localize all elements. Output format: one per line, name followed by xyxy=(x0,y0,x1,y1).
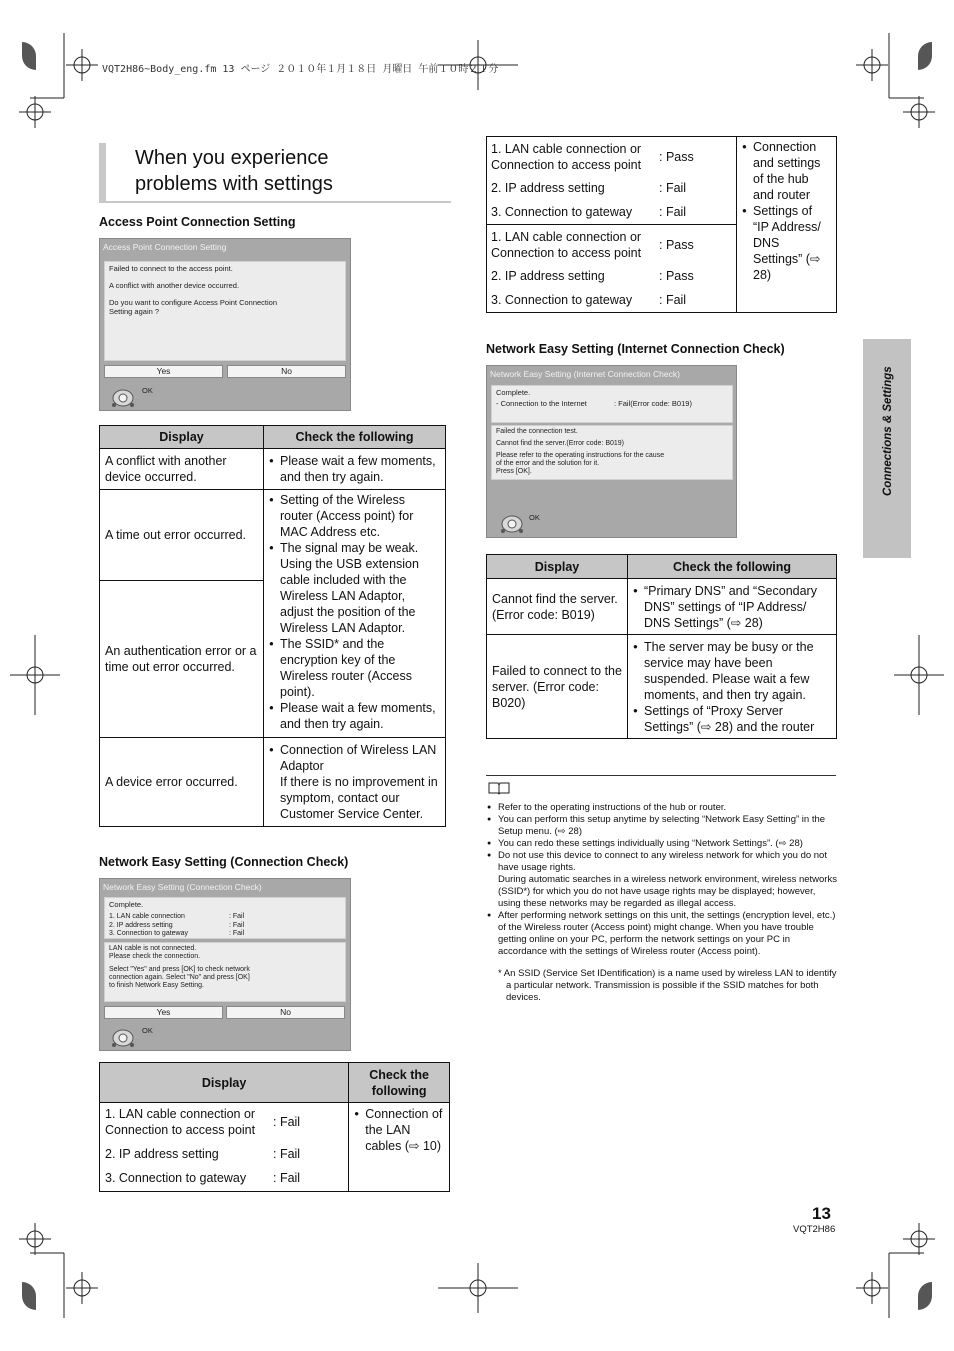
status-label: 2. IP address setting xyxy=(491,181,605,195)
notes-divider xyxy=(486,775,836,776)
status-value: : Pass xyxy=(659,237,694,252)
connection-check-screen xyxy=(99,878,351,1051)
status-value: : Pass xyxy=(659,149,694,164)
screen-message: Please check the connection. xyxy=(109,953,201,960)
result-value: : Fail xyxy=(229,921,245,929)
status-group-1 xyxy=(487,137,737,225)
result-value: : Fail(Error code: B019) xyxy=(614,399,692,408)
file-header-line: VQT2H86~Body_eng.fm 13 ページ ２０１０年１月１８日 月曜日 午前１０時２１分 xyxy=(102,64,499,75)
result-item xyxy=(496,399,728,408)
note-text: During automatic searches in a wireless network environment, wireless networks (SSID*) for which you do not have usage rights may be displayed; however, using these networks may be regarded as illegal access. xyxy=(498,874,837,909)
check-cell xyxy=(737,137,837,313)
screen-message: Setting again ? xyxy=(109,307,160,316)
result-label: - Connection to the Internet xyxy=(496,399,587,408)
remote-ok-icon xyxy=(500,514,524,534)
status-item xyxy=(105,1146,343,1162)
section-heading-access-point: Access Point Connection Setting xyxy=(99,215,296,229)
screen-title: Network Easy Setting (Internet Connection Check) xyxy=(490,369,680,379)
status-item xyxy=(491,268,732,284)
ok-label: OK xyxy=(142,1026,153,1035)
column-header-display: Display xyxy=(100,1063,349,1103)
screen-message: connection again. Select "No" and press [OK] xyxy=(109,974,250,981)
display-cell: Failed to connect to the server. (Error code: B020) xyxy=(487,635,628,739)
status-value: : Fail xyxy=(659,205,687,219)
page-title-line-2: problems with settings xyxy=(135,173,333,195)
ok-label: OK xyxy=(529,513,540,522)
column-header-check: Check the following xyxy=(628,555,837,579)
page-title xyxy=(135,145,333,197)
no-button[interactable]: No xyxy=(227,365,346,378)
status-value: : Fail xyxy=(659,293,687,307)
status-item xyxy=(491,228,732,261)
display-cell: Cannot find the server. (Error code: B019) xyxy=(487,579,628,635)
column-header-check: Check the following xyxy=(349,1063,450,1103)
result-item xyxy=(109,930,341,939)
screen-message: to finish Network Easy Setting. xyxy=(109,982,204,989)
table-row xyxy=(487,579,837,635)
access-point-table xyxy=(99,425,446,827)
screen-message-panel xyxy=(104,942,346,1002)
screen-message: Failed the connection test. xyxy=(496,428,578,435)
screen-message: Do you want to configure Access Point Connection xyxy=(109,298,278,307)
status-value: : Fail xyxy=(273,1115,301,1129)
yes-button[interactable]: Yes xyxy=(104,365,223,378)
screen-message: Press [OK]. xyxy=(496,468,532,475)
status-label: 1. LAN cable connection or Connection to access point xyxy=(491,141,642,172)
result-value: : Fail xyxy=(229,930,245,937)
connection-check-table xyxy=(99,1062,450,1192)
notes-list xyxy=(486,802,838,1004)
status-item xyxy=(491,180,732,196)
access-point-screen xyxy=(99,238,351,411)
remote-ok-icon xyxy=(111,388,135,408)
status-group-2 xyxy=(487,225,737,313)
footnote: * An SSID (Service Set IDentification) is a name used by wireless LAN to identify a particular network. Transmission is possible if the SSID matches for both devices. xyxy=(498,968,837,1003)
status-label: 1. LAN cable connection or Connection to access point xyxy=(491,229,642,260)
check-item: ● The server may be busy or the service may have been suspended. Please wait a few moments, and then try again. xyxy=(633,639,831,703)
screen-result-panel xyxy=(104,897,346,939)
check-item-continued: If there is no improvement in symptom, contact our Customer Service Center. xyxy=(280,775,438,821)
status-combination-table xyxy=(486,136,837,313)
check-item: ● The SSID* and the encryption key of the Wireless router (Access point). xyxy=(269,636,440,700)
screen-complete: Complete. xyxy=(496,388,531,397)
screen-message: Cannot find the server.(Error code: B019) xyxy=(496,440,625,447)
check-item: ● The signal may be weak. Using the USB extension cable included with the Wireless LAN Adaptor, adjust the position of the Wireless LAN Adaptor. xyxy=(269,540,440,636)
status-label: 1. LAN cable connection or Connection to access point xyxy=(105,1107,256,1137)
check-cell-merged xyxy=(264,490,446,738)
no-button[interactable]: No xyxy=(226,1006,345,1019)
display-cell: An authentication error or a time out error occurred. xyxy=(100,581,264,738)
table-row xyxy=(100,449,446,490)
status-value: : Fail xyxy=(659,181,687,195)
check-item: ● Please wait a few moments, and then try again. xyxy=(269,700,440,732)
result-value: : Fail xyxy=(229,913,245,920)
display-cell: A conflict with another device occurred. xyxy=(100,449,264,490)
table-row xyxy=(100,738,446,827)
note-item: ● After performing network settings on this unit, the settings (encryption level, etc.) of the Wireless router (Access point) might change. When you have trouble getting online on your PC, perform the network settings on your PC in accordance with the settings of Wireless router (Access point). xyxy=(486,910,838,958)
check-cell xyxy=(264,738,446,827)
side-tab-label: Connections & Settings xyxy=(882,366,894,496)
display-cell xyxy=(100,1103,349,1192)
screen-complete: Complete. xyxy=(109,900,144,909)
screen-message: A conflict with another device occurred. xyxy=(109,281,240,290)
status-value: : Fail xyxy=(273,1171,301,1185)
internet-check-screen xyxy=(486,365,737,538)
check-item: ● Connection and settings of the hub and router xyxy=(742,139,831,203)
page-title-block xyxy=(99,143,451,203)
status-value: : Fail xyxy=(273,1147,301,1161)
note-item xyxy=(486,850,838,910)
screen-title: Network Easy Setting (Connection Check) xyxy=(103,882,262,892)
section-heading-connection-check: Network Easy Setting (Connection Check) xyxy=(99,855,349,869)
status-label: 2. IP address setting xyxy=(491,269,605,283)
check-cell xyxy=(628,579,837,635)
status-item xyxy=(491,140,732,173)
internet-check-table xyxy=(486,554,837,739)
screen-message: Failed to connect to the access point. xyxy=(109,264,233,273)
column-header-check: Check the following xyxy=(264,426,446,449)
screen-message: of the error and the solution for it. xyxy=(496,460,600,467)
check-cell xyxy=(349,1103,450,1192)
check-cell xyxy=(264,449,446,490)
table-row xyxy=(100,1103,450,1192)
result-label: 2. IP address setting xyxy=(109,921,173,929)
display-cell: A device error occurred. xyxy=(100,738,264,827)
page-number: 13 xyxy=(812,1204,831,1223)
screen-message-panel xyxy=(104,261,346,361)
result-label: 1. LAN cable connection xyxy=(109,913,185,920)
screen-message-panel xyxy=(491,425,733,480)
status-label: 3. Connection to gateway xyxy=(491,205,633,219)
check-item: ● Connection of the LAN cables (⇨ 10) xyxy=(354,1106,444,1154)
check-item: ● Settings of “Proxy Server Settings” (⇨ 28) and the router xyxy=(633,703,831,735)
status-label: 3. Connection to gateway xyxy=(105,1171,247,1185)
status-item xyxy=(105,1170,343,1186)
column-header-display: Display xyxy=(100,426,264,449)
status-item xyxy=(491,204,732,220)
yes-button[interactable]: Yes xyxy=(104,1006,223,1019)
note-item: ● You can perform this setup anytime by selecting “Network Easy Setting” in the Setup menu. (⇨ 28) xyxy=(486,814,838,838)
section-heading-internet-check: Network Easy Setting (Internet Connection Check) xyxy=(486,342,785,356)
table-row xyxy=(487,635,837,739)
status-value: : Pass xyxy=(659,269,694,283)
note-item: ● You can redo these settings individually using “Network Settings”. (⇨ 28) xyxy=(486,838,838,850)
check-item: ● Please wait a few moments, and then try again. xyxy=(269,453,440,485)
page-code: VQT2H86 xyxy=(793,1224,836,1235)
check-item: ● Setting of the Wireless router (Access point) for MAC Address etc. xyxy=(269,492,440,540)
result-item xyxy=(109,913,341,922)
check-item: ● Connection of Wireless LAN Adaptor xyxy=(269,742,440,774)
remote-ok-icon xyxy=(111,1028,135,1048)
column-header-display: Display xyxy=(487,555,628,579)
ok-label: OK xyxy=(142,386,153,395)
table-row xyxy=(100,490,446,581)
status-label: 3. Connection to gateway xyxy=(491,293,633,307)
note-text: ● Do not use this device to connect to any wireless network for which you do not have usage rights. xyxy=(498,850,827,873)
check-cell xyxy=(628,635,837,739)
note-item: ● Refer to the operating instructions of the hub or router. xyxy=(486,802,838,814)
page-title-line-1: When you experience xyxy=(135,147,329,169)
screen-message: Please refer to the operating instructions for the cause xyxy=(496,452,665,459)
status-item xyxy=(105,1106,343,1138)
check-item: ● “Primary DNS” and “Secondary DNS” settings of “IP Address/ DNS Settings” (⇨ 28) xyxy=(633,583,831,631)
screen-title: Access Point Connection Setting xyxy=(103,242,227,252)
note-book-icon xyxy=(488,781,510,795)
result-label: 3. Connection to gateway xyxy=(109,930,188,937)
display-cell: A time out error occurred. xyxy=(100,490,264,581)
status-item xyxy=(491,292,732,308)
result-item xyxy=(109,922,341,931)
screen-result-panel xyxy=(491,385,733,423)
status-label: 2. IP address setting xyxy=(105,1147,219,1161)
screen-message: Select "Yes" and press [OK] to check network xyxy=(109,966,250,973)
table-row xyxy=(487,137,837,225)
check-item: ● Settings of “IP Address/ DNS Settings” (⇨ 28) xyxy=(742,203,831,283)
screen-message: LAN cable is not connected. xyxy=(109,945,197,952)
